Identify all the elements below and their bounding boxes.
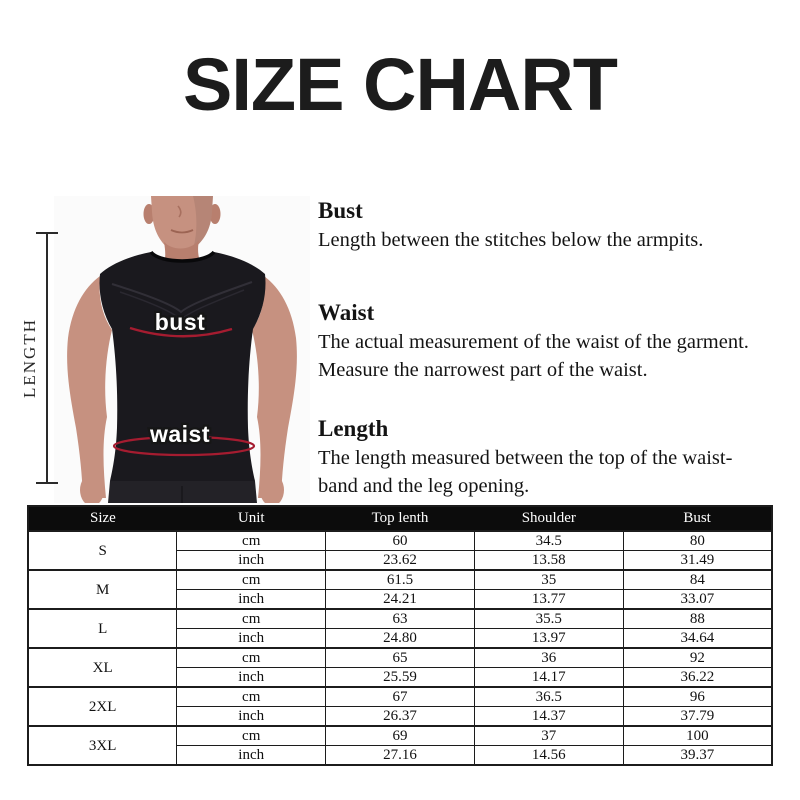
value-cell: 14.56 [474,746,623,766]
value-cell: 60 [326,531,475,551]
value-cell: 23.62 [326,551,475,571]
value-cell: 13.77 [474,590,623,610]
bust-heading: Bust [318,198,363,223]
header-unit: Unit [177,506,326,531]
value-cell: 34.64 [623,629,772,649]
value-cell: 69 [326,726,475,746]
table-row [28,609,772,629]
value-cell: 31.49 [623,551,772,571]
page-title: SIZE CHART [183,43,617,126]
length-text-line2: band and the leg opening. [318,475,530,497]
value-cell: 61.5 [326,570,475,590]
value-cell: 37 [474,726,623,746]
value-cell: 36 [474,648,623,668]
table-header-row [28,506,772,531]
table-row [28,726,772,746]
unit-cell: cm [177,726,326,746]
unit-cell: cm [177,531,326,551]
size-cell: 3XL [28,726,177,765]
value-cell: 13.97 [474,629,623,649]
value-cell: 36.5 [474,687,623,707]
value-cell: 14.17 [474,668,623,688]
dimension-vline [46,232,48,484]
dimension-cap-bottom [36,482,58,484]
value-cell: 65 [326,648,475,668]
value-cell: 36.22 [623,668,772,688]
table-row [28,648,772,668]
value-cell: 13.58 [474,551,623,571]
header-size: Size [28,506,177,531]
waist-text-line2: Measure the narrowest part of the waist. [318,359,648,381]
length-description [318,414,780,500]
header-shoulder: Shoulder [474,506,623,531]
value-cell: 37.79 [623,707,772,727]
length-text-line1: The length measured between the top of the waist- [318,447,733,469]
product-photo [54,196,310,503]
value-cell: 34.5 [474,531,623,551]
unit-cell: inch [177,590,326,610]
value-cell: 67 [326,687,475,707]
size-cell: S [28,531,177,570]
value-cell: 96 [623,687,772,707]
size-table [27,505,773,766]
value-cell: 84 [623,570,772,590]
size-cell: L [28,609,177,648]
value-cell: 35.5 [474,609,623,629]
value-cell: 25.59 [326,668,475,688]
table-row [28,531,772,551]
unit-cell: cm [177,648,326,668]
unit-cell: inch [177,551,326,571]
unit-cell: inch [177,746,326,766]
value-cell: 80 [623,531,772,551]
size-cell: XL [28,648,177,687]
length-heading: Length [318,416,389,441]
size-cell: 2XL [28,687,177,726]
value-cell: 63 [326,609,475,629]
value-cell: 92 [623,648,772,668]
header-top-lenth: Top lenth [326,506,475,531]
waist-label: waist [149,421,211,447]
value-cell: 100 [623,726,772,746]
unit-cell: cm [177,570,326,590]
unit-cell: inch [177,629,326,649]
value-cell: 26.37 [326,707,475,727]
unit-cell: inch [177,668,326,688]
header-bust: Bust [623,506,772,531]
unit-cell: cm [177,609,326,629]
waist-text-line1: The actual measurement of the waist of the garment. [318,331,749,353]
table-row [28,687,772,707]
unit-cell: inch [177,707,326,727]
value-cell: 35 [474,570,623,590]
value-cell: 39.37 [623,746,772,766]
waist-description [318,298,780,384]
value-cell: 33.07 [623,590,772,610]
value-cell: 14.37 [474,707,623,727]
size-cell: M [28,570,177,609]
value-cell: 27.16 [326,746,475,766]
value-cell: 88 [623,609,772,629]
table-row [28,570,772,590]
waist-heading: Waist [318,300,375,325]
bust-description [318,196,780,254]
length-axis-label: LENGTH [20,318,39,398]
bust-text: Length between the stitches below the armpits. [318,229,704,251]
bust-label: bust [154,309,206,335]
unit-cell: cm [177,687,326,707]
value-cell: 24.80 [326,629,475,649]
value-cell: 24.21 [326,590,475,610]
